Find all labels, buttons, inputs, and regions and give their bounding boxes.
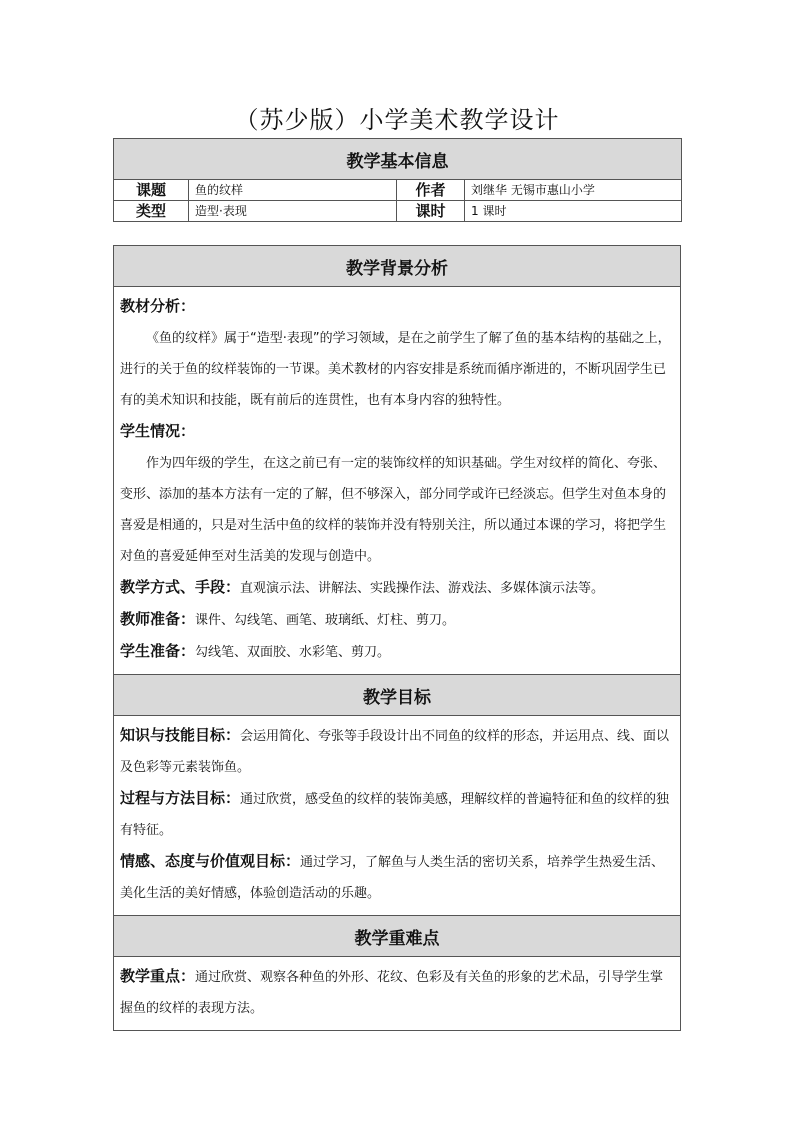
- background-section: [114, 287, 681, 675]
- student-text: 作为四年级的学生，在这之前已有一定的装饰纹样的知识基础。学生对纹样的简化、夸张、变形、添加的基本方法有一定的了解，但不够深入，部分同学或许已经淡忘。但学生对鱼本身的喜爱是相通的，只是对生活中鱼的纹样的装饰并没有特别关注，所以通过本课的学习，将把学生对鱼的喜爱延伸至对生活美的发现与创造中。: [120, 456, 667, 564]
- process-goal-text: 通过欣赏，感受鱼的纹样的装饰美感，理解纹样的普遍特征和鱼的纹样的独有特征。: [120, 792, 670, 838]
- emotion-goal-text: 通过学习，了解鱼与人类生活的密切关系，培养学生热爱生活、美化生活的美好情感，体验创造活动的乐趣。: [120, 855, 665, 901]
- author-label: 作者: [397, 180, 465, 201]
- material-label: 教材分析：: [120, 297, 196, 315]
- process-goal-label: 过程与方法目标：: [120, 789, 241, 807]
- teacher-prep-label: 教师准备：: [120, 610, 196, 628]
- analysis-table: [113, 245, 681, 1031]
- student-prep-text: 勾线笔、双面胶、水彩笔、剪刀。: [195, 645, 391, 660]
- basic-info-table: [113, 138, 682, 222]
- type-value: 造型·表现: [189, 201, 397, 222]
- method-text: 直观演示法、讲解法、实践操作法、游戏法、多媒体演示法等。: [240, 581, 605, 596]
- period-label: 课时: [397, 201, 465, 222]
- topic-value: 鱼的纹样: [189, 180, 397, 201]
- knowledge-goal-label: 知识与技能目标：: [120, 726, 241, 744]
- goals-header: 教学目标: [114, 675, 681, 716]
- topic-label: 课题: [114, 180, 189, 201]
- table-row: [114, 201, 682, 222]
- background-header: 教学背景分析: [114, 246, 681, 287]
- author-value: 刘继华 无锡市惠山小学: [465, 180, 682, 201]
- type-label: 类型: [114, 201, 189, 222]
- goals-section: [114, 716, 681, 916]
- table-row: [114, 180, 682, 201]
- knowledge-goal-text: 会运用简化、夸张等手段设计出不同鱼的纹样的形态，并运用点、线、面以及色彩等元素装饰鱼。: [120, 729, 670, 775]
- emotion-goal-label: 情感、态度与价值观目标：: [120, 852, 301, 870]
- key-points-section: [114, 957, 681, 1031]
- student-prep-label: 学生准备：: [120, 642, 196, 660]
- basic-info-header: 教学基本信息: [114, 139, 682, 180]
- method-label: 教学方式、手段：: [120, 578, 241, 596]
- student-label: 学生情况：: [120, 422, 196, 440]
- focus-text: 通过欣赏、观察各种鱼的外形、花纹、色彩及有关鱼的形象的艺术品，引导学生掌握鱼的纹样的表现方法。: [120, 970, 664, 1016]
- teacher-prep-text: 课件、勾线笔、画笔、玻璃纸、灯柱、剪刀。: [195, 613, 456, 628]
- document-title: （苏少版）小学美术教学设计: [234, 106, 560, 134]
- material-text: 《鱼的纹样》属于“造型·表现”的学习领域，是在之前学生了解了鱼的基本结构的基础之上，进行的关于鱼的纹样装饰的一节课。美术教材的内容安排是系统而循序渐进的，不断巩固学生已有的美术知识和技能，既有前后的连贯性，也有本身内容的独特性。: [120, 331, 671, 408]
- focus-label: 教学重点：: [120, 967, 196, 985]
- key-points-header: 教学重难点: [114, 916, 681, 957]
- period-value: 1 课时: [465, 201, 682, 222]
